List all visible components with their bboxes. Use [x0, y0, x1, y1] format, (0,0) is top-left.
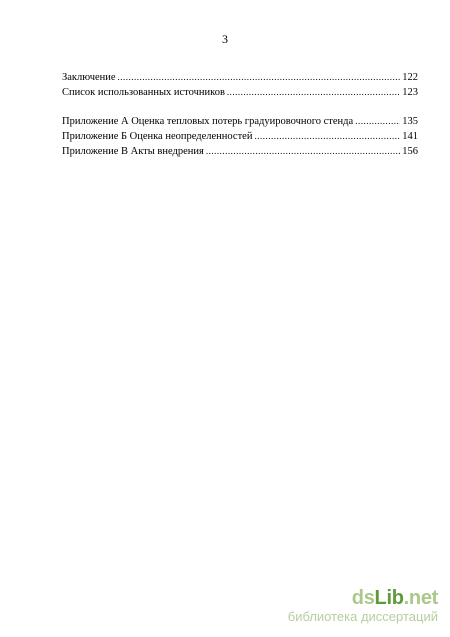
toc-leader-dots	[206, 144, 400, 159]
toc-entry-page: 135	[402, 116, 418, 127]
toc-entry-title: Заключение	[62, 72, 116, 83]
toc-entry-title: Приложение В Акты внедрения	[62, 146, 204, 157]
toc-leader-dots	[118, 70, 401, 85]
toc-leader-dots	[227, 85, 400, 100]
toc-entry-page: 122	[402, 72, 418, 83]
logo-part-lib: Lib	[374, 587, 404, 609]
toc-leader-dots	[355, 114, 400, 129]
watermark-subtitle: библиотека диссертаций	[287, 609, 438, 624]
table-of-contents-group-1	[62, 70, 418, 100]
toc-entry-page: 123	[402, 87, 418, 98]
toc-entry-appendix-a	[62, 114, 418, 129]
toc-entry-title: Приложение Б Оценка неопределенностей	[62, 131, 253, 142]
toc-entry-title: Список использованных источников	[62, 87, 225, 98]
toc-entry-references	[62, 85, 418, 100]
logo-part-ds: ds	[351, 587, 375, 609]
toc-entry-title: Приложение А Оценка тепловых потерь градуировочного стенда	[62, 116, 354, 127]
dslib-watermark	[288, 588, 438, 623]
toc-entry-appendix-v	[62, 144, 418, 159]
toc-entry-page: 156	[402, 146, 418, 157]
toc-entry-page: 141	[402, 131, 418, 142]
dslib-logo	[288, 588, 438, 608]
toc-entry-conclusion	[62, 70, 418, 85]
toc-leader-dots	[254, 129, 400, 144]
toc-entry-appendix-b	[62, 129, 418, 144]
page-number: 3	[222, 32, 228, 46]
table-of-contents-group-2	[62, 114, 418, 159]
logo-part-net: .net	[403, 587, 438, 609]
